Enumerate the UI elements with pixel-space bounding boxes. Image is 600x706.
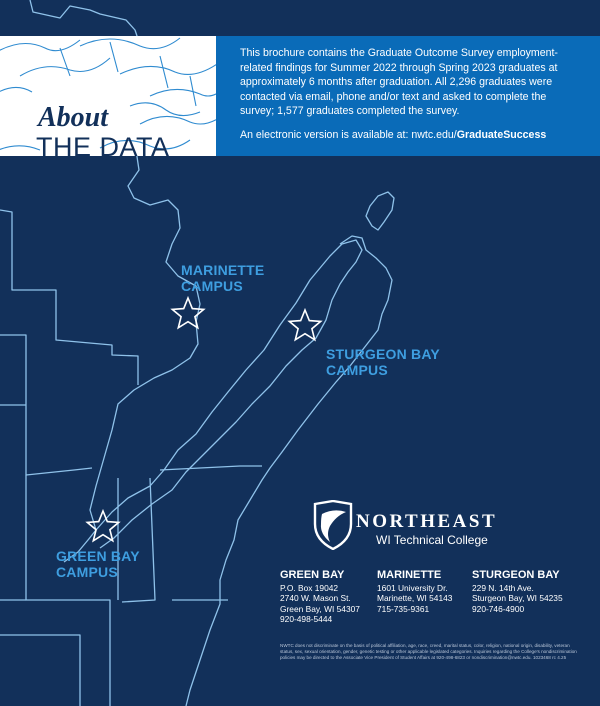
county-boundary <box>122 478 155 602</box>
the-data-heading: THE DATA <box>36 132 170 156</box>
marinette-star-icon <box>170 296 206 330</box>
about-panel <box>0 36 216 156</box>
about-heading: About <box>38 102 109 133</box>
survey-description: This brochure contains the Graduate Outcome Survey employment-related findings for Summer 2022 through Spring 2023 graduates at approximately 6 months after graduation. All 2,296 graduates were contacted via email, phone and/or text and asked to complete the survey; 1,577 graduates completed the survey. <box>240 47 558 118</box>
electronic-version-note <box>240 129 590 141</box>
sturgeon-label-line1: STURGEON BAY <box>326 346 440 362</box>
marinette-campus-label <box>181 262 264 294</box>
college-subtitle: WI Technical College <box>376 533 488 547</box>
address-title: GREEN BAY <box>280 569 345 581</box>
electronic-version-prefix: An electronic version is available at: <box>240 129 412 141</box>
county-boundary <box>0 635 80 706</box>
marinette-label-line2: CAMPUS <box>181 278 243 294</box>
sturgeon-bay-campus-label <box>326 346 440 378</box>
county-boundary <box>0 210 138 385</box>
county-boundary <box>160 466 262 470</box>
address-line: 229 N. 14th Ave. <box>472 583 534 593</box>
info-band <box>216 36 600 156</box>
address-marinette <box>377 569 452 614</box>
address-phone: 920-498-5444 <box>280 614 333 625</box>
address-sturgeon-bay <box>472 569 563 614</box>
url-path[interactable]: GraduateSuccess <box>456 129 547 141</box>
sturgeon-bay-star-icon <box>287 308 323 342</box>
peninsula-east-shore <box>186 236 392 706</box>
address-line: Green Bay, WI 54307 <box>280 603 360 614</box>
address-phone: 920-746-4900 <box>472 603 525 614</box>
address-line: P.O. Box 19042 <box>280 583 339 593</box>
green-bay-label-line2: CAMPUS <box>56 564 118 580</box>
nondiscrimination-statement: NWTC does not discriminate on the basis of political affiliation, age, race, creed, marital status, color, religion, national origin, disability, veteran status, sex, sexual orientation, gender, genetic testing or other applicable legislated categories. Inquiries regarding the College's nondiscrimination policies may be directed to the Associate Vice President of Student Affairs at 920-498-6823 or nondiscrimination@nwtc.edu. 1023468 rc 4.25 <box>280 643 577 660</box>
sturgeon-label-line2: CAMPUS <box>326 362 388 378</box>
college-name: NORTHEAST <box>356 511 498 532</box>
green-bay-star-icon <box>85 509 121 543</box>
address-line: 2740 W. Mason St. <box>280 593 351 604</box>
address-title: MARINETTE <box>377 569 442 581</box>
url-domain[interactable]: nwtc.edu/ <box>411 129 457 141</box>
address-line: Marinette, WI 54143 <box>377 593 453 604</box>
address-line: 1601 University Dr. <box>377 583 448 593</box>
address-line: Sturgeon Bay, WI 54235 <box>472 593 563 604</box>
island <box>366 192 394 230</box>
green-bay-label-line1: GREEN BAY <box>56 548 140 564</box>
green-bay-campus-label <box>56 548 140 580</box>
address-green-bay <box>280 569 360 625</box>
northeast-shield-logo-icon <box>312 500 354 550</box>
marinette-label-line1: MARINETTE <box>181 262 265 278</box>
address-phone: 715-735-9361 <box>377 603 430 614</box>
address-title: STURGEON BAY <box>472 569 560 581</box>
